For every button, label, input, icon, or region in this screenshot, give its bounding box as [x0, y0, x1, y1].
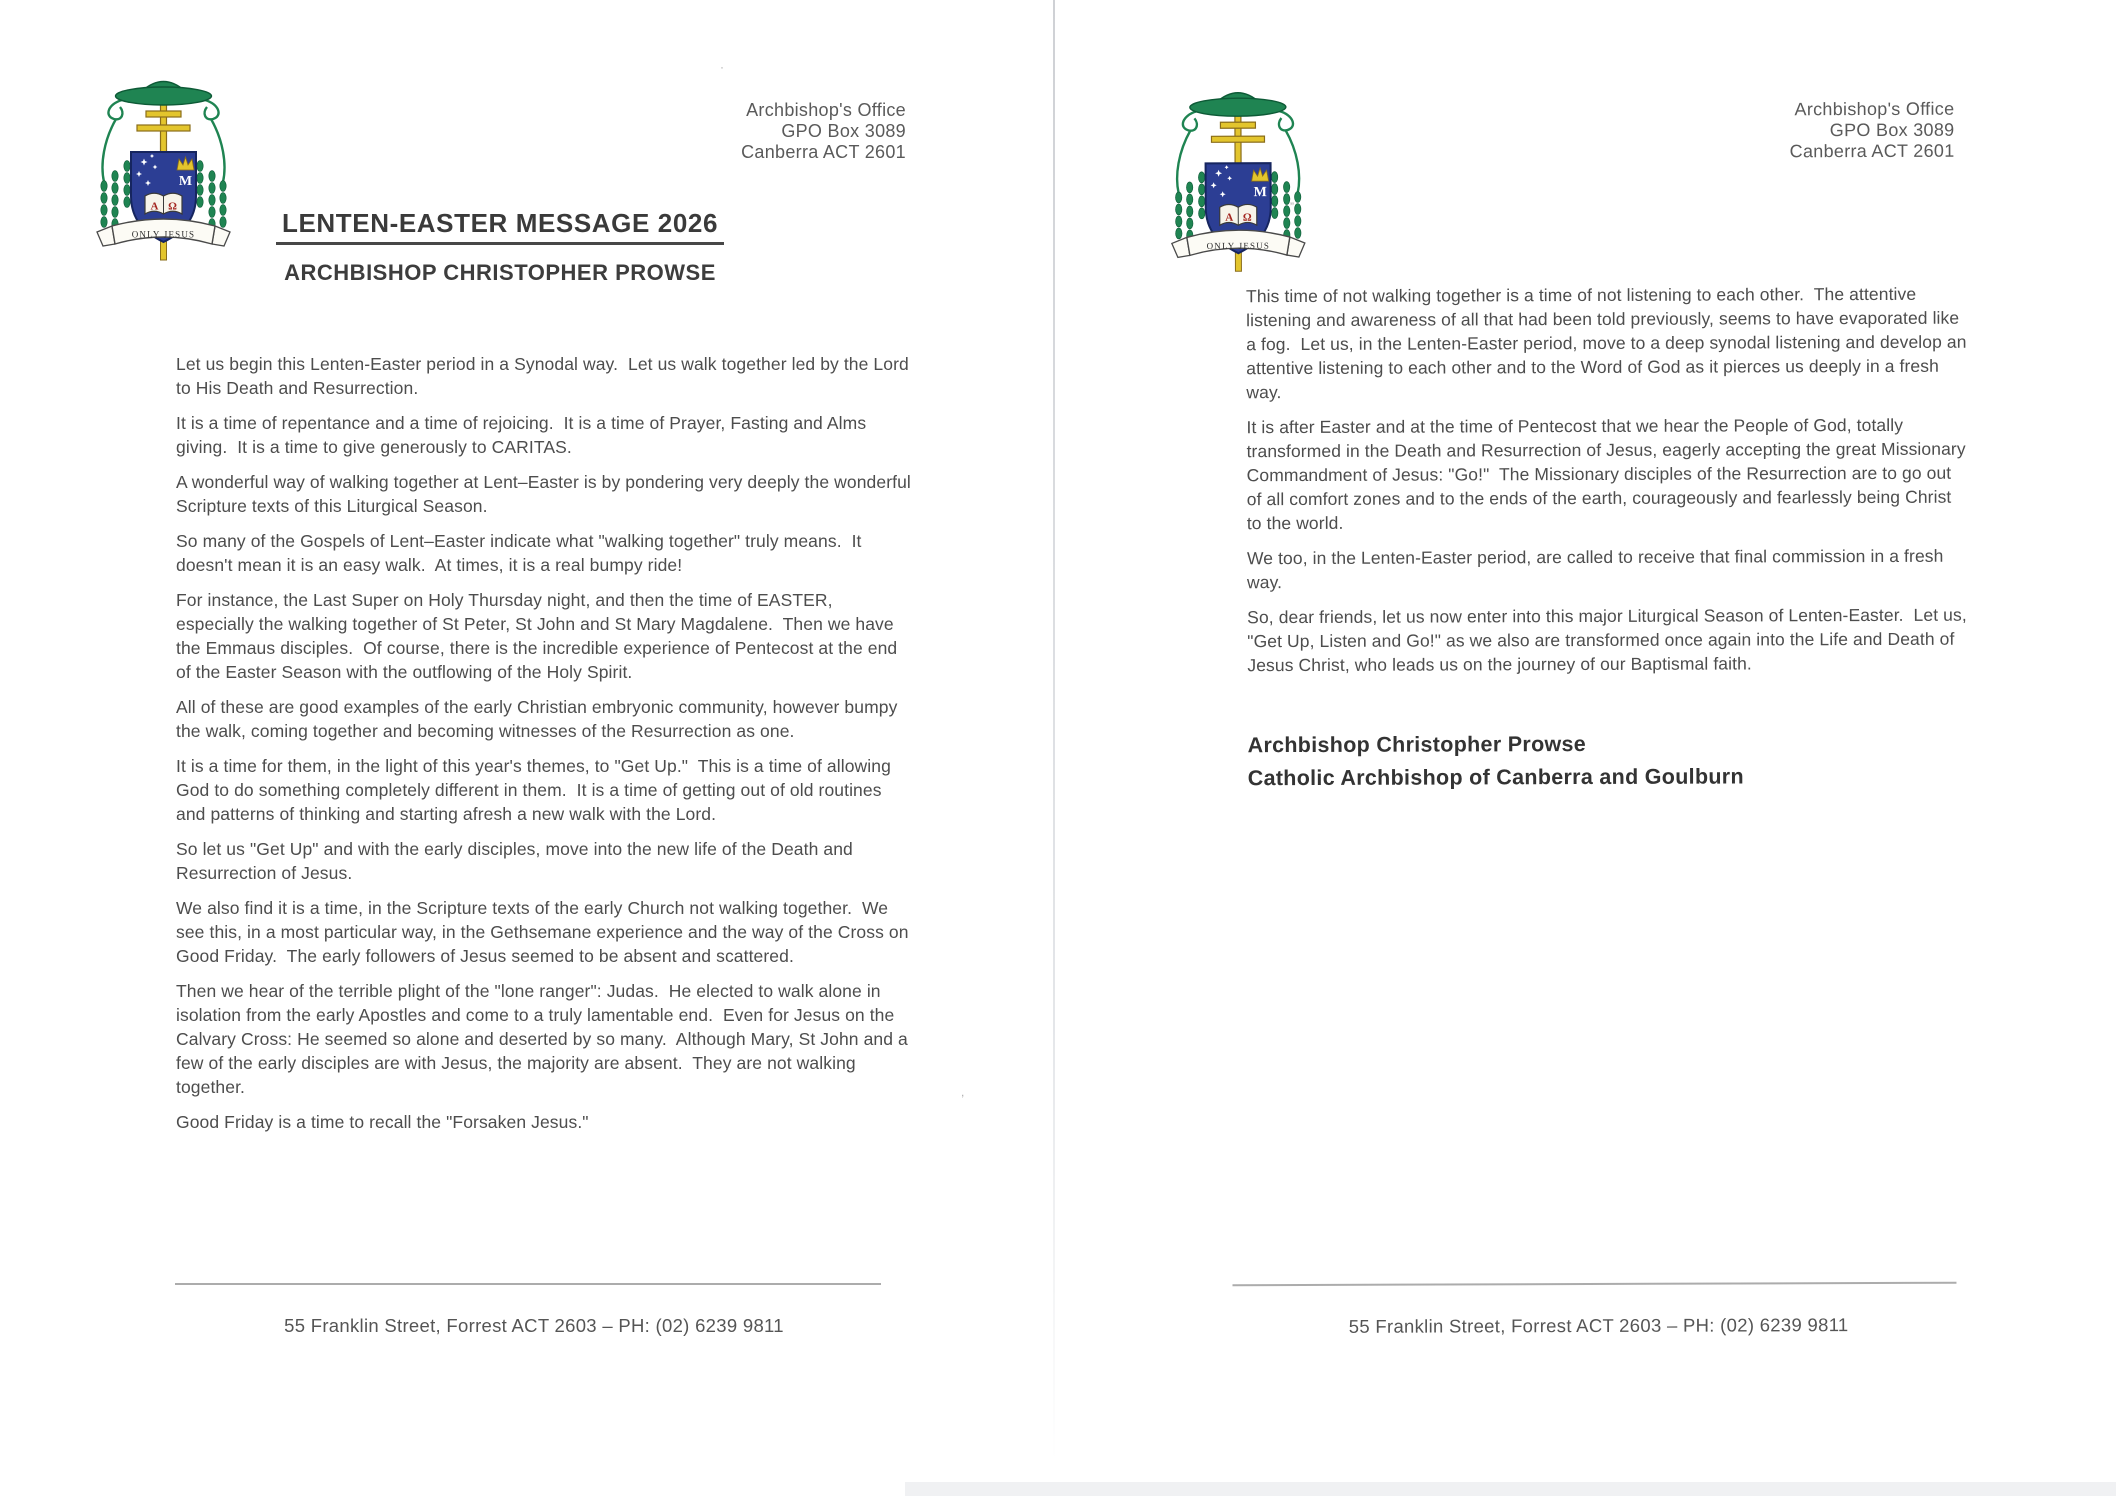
letterhead-address [741, 100, 906, 163]
paragraph: It is a time for them, in the light of this year's themes, to "Get Up." This is a time of allowing God to do something completely different in them. It is a time of getting out of old routines and patterns of thinking and starting afresh a new walk with the Lord. [176, 756, 896, 824]
paragraph: It is after Easter and at the time of Pentecost that we hear the People of God, totally transformed in the Death and Resurrection of Jesus, eagerly accepting the great Missionary Commandment of Jesus: "Go!" The Missionary disciples of the Resurrection are to go out of all comfort zones and to the ends of the earth, courageously and fearlessly being Christ to the world. [1246, 414, 1971, 534]
page-fold-divider [1053, 0, 1055, 1462]
paragraph: Then we hear of the terrible plight of the "lone ranger": Judas. He elected to walk alone in isolation from the early Apostles and come to a truly lamentable end. Even for Jesus on the Calvary Cross: He seemed so alone and deserted by so many. Although Mary, St John and a few of the early disciples are with Jesus, the majority are absent. They are not walking together. [176, 981, 913, 1097]
title-block [170, 208, 830, 286]
signature-name: Archbishop Christopher Prowse [1247, 732, 1587, 758]
letter-page-2 [1058, 0, 2116, 1496]
scan-artifact: ” [1290, 200, 1294, 214]
letterhead-office: Archbishop's Office [1794, 98, 1955, 120]
footer-address: 55 Franklin Street, Forrest ACT 2603 – PH: (02) 6239 9811 [1348, 1314, 1849, 1337]
footer-divider [1232, 1282, 1956, 1287]
paragraph: A wonderful way of walking together at Lent–Easter is by pondering very deeply the wonderful Scripture texts of this Liturgical Season. [176, 472, 916, 516]
document-subtitle: ARCHBISHOP CHRISTOPHER PROWSE [284, 260, 716, 285]
paragraph: So, dear friends, let us now enter into this major Liturgical Season of Lenten-Easter. Let us, "Get Up, Listen and Go!" as we also are transformed once again into the Life and Death of Jesus Christ, who leads us on the journey of our Baptismal faith. [1247, 604, 1972, 676]
scan-artifact: · [720, 60, 724, 74]
page2-body [1246, 282, 1971, 689]
document-title: LENTEN-EASTER MESSAGE 2026 [276, 208, 724, 245]
paragraph: It is a time of repentance and a time of rejoicing. It is a time of Prayer, Fasting and Alms giving. It is a time to give generously to CARITAS. [176, 413, 872, 457]
paragraph: This time of not walking together is a time of not listening to each other. The attentive listening and awareness of all that had been told previously, seems to have evaporated like a fog. Let us, in the Lenten-Easter period, move to a deep synodal listening and develop an attentive listening to each other and to the Word of God as it pierces us deeply in a fresh way. [1245, 283, 1972, 403]
paragraph: Let us begin this Lenten-Easter period in a Synodal way. Let us walk together led by the Lord to His Death and Resurrection. [176, 354, 914, 398]
paragraph: Good Friday is a time to recall the "Forsaken Jesus." [176, 1112, 589, 1132]
coat-of-arms-icon [1158, 79, 1318, 278]
signature-title: Catholic Archbishop of Canberra and Goulburn [1247, 764, 1744, 791]
page1-body [176, 352, 916, 1145]
footer-divider [175, 1283, 881, 1285]
paragraph: All of these are good examples of the early Christian embryonic community, however bumpy the walk, coming together and becoming witnesses of the Resurrection as one. [176, 697, 903, 741]
letterhead-city: Canberra ACT 2601 [741, 142, 906, 162]
letterhead-city: Canberra ACT 2601 [1789, 140, 1955, 162]
letter-page-1 [0, 0, 1056, 1496]
letterhead-office: Archbishop's Office [746, 100, 906, 120]
paragraph: We too, in the Lenten-Easter period, are called to receive that final commission in a fresh way. [1246, 545, 1949, 593]
paragraph: We also find it is a time, in the Scripture texts of the early Church not walking together. We see this, in a most particular way, in the Gethsemane experience and the way of the Cross on Good Friday. The early followers of Jesus seemed to be absent and scattered. [176, 898, 914, 966]
paragraph: So many of the Gospels of Lent–Easter indicate what "walking together" truly means. It doesn't mean it is an easy walk. At times, it is a real bumpy ride! [176, 531, 867, 575]
scan-edge-shadow [905, 1482, 2116, 1496]
scan-artifact: , [961, 1085, 965, 1099]
letterhead-pobox: GPO Box 3089 [781, 121, 906, 141]
paragraph: For instance, the Last Super on Holy Thursday night, and then the time of EASTER, especially the walking together of St Peter, St John and St Mary Magdalene. Then we have the Emmaus disciples. Of course, there is the incredible experience of Pentecost at the end of the Easter Season with the outflowing of the Holy Spirit. [176, 590, 903, 682]
letterhead-address [1789, 99, 1954, 163]
footer-address: 55 Franklin Street, Forrest ACT 2603 – PH: (02) 6239 9811 [284, 1315, 784, 1336]
paragraph: So let us "Get Up" and with the early disciples, move into the new life of the Death and Resurrection of Jesus. [176, 839, 858, 883]
letterhead-pobox: GPO Box 3089 [1829, 119, 1955, 141]
signature-block [1248, 727, 1744, 795]
